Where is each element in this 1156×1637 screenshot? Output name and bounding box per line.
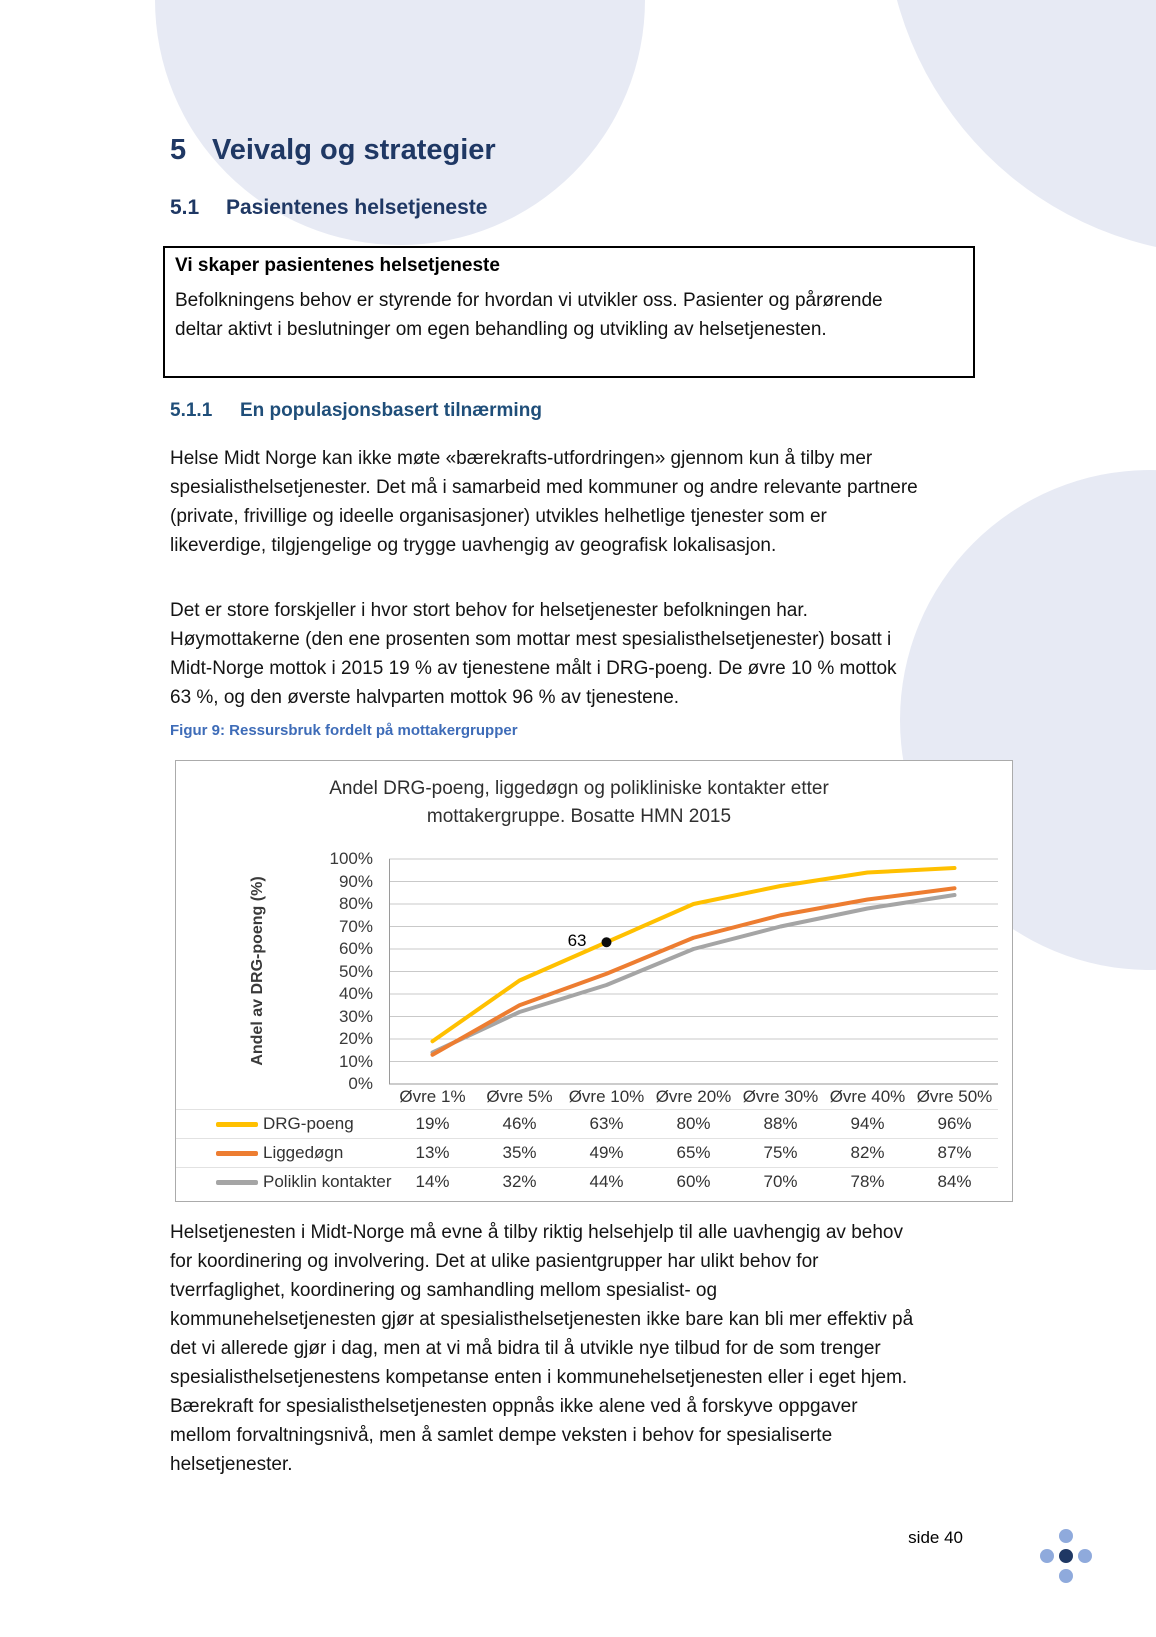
- table-value: 65%: [650, 1138, 737, 1167]
- subsection-title: Pasientenes helsetjeneste: [226, 196, 488, 219]
- legend-label: Poliklin kontakter: [263, 1172, 392, 1191]
- callout-box: [163, 246, 975, 378]
- paragraph: Helsetjenesten i Midt-Norge må evne å tilby riktig helsehjelp til alle uavhengig av behov for koordinering og involvering. Det at ulike pasientgrupper har ulikt behov for tverrfaglighet, koordinering og samhandling mellom spesialist- og kommunehelsetjenesten gjør at spesialisthelsetjenesten ikke bare kan bli mer effektiv på det vi allerede gjør i dag, men at vi må bidra til å utvikle nye tilbud for de som trenger spesialisthelsetjenestens kompetanse enten i kommunehelsetjenesten eller i eget hjem. Bærekraft for spesialisthelsetjenesten oppnås ikke alene ved å forskyve oppgaver mellom forvaltningsnivå, men å samlet dempe veksten i behov for spesialiserte helsetjenester.: [170, 1222, 914, 1475]
- table-value: 80%: [650, 1109, 737, 1138]
- subsubsection-number: 5.1.1: [170, 400, 213, 421]
- table-value: 96%: [911, 1109, 998, 1138]
- legend-row-header: [176, 1109, 389, 1138]
- data-point-label: 63: [567, 931, 587, 951]
- table-value: 60%: [650, 1167, 737, 1196]
- x-axis-label: Øvre 5%: [486, 1087, 553, 1106]
- legend-line-swatch: [216, 1180, 258, 1185]
- subsubsection-heading: [170, 400, 542, 422]
- table-value: 75%: [737, 1138, 824, 1167]
- logo-dot-center: [1059, 1549, 1073, 1563]
- callout-title: Vi skaper pasientenes helsetjeneste: [175, 255, 500, 276]
- table-value: 13%: [389, 1138, 476, 1167]
- y-tick-label: 60%: [338, 939, 373, 958]
- series-line: [433, 895, 955, 1053]
- table-value: 88%: [737, 1109, 824, 1138]
- legend-line-swatch: [216, 1151, 258, 1156]
- subsection-number: 5.1: [170, 196, 200, 219]
- y-tick-label: 20%: [338, 1029, 373, 1048]
- y-tick-label: 40%: [338, 984, 373, 1003]
- table-value: 44%: [563, 1167, 650, 1196]
- logo-dot-top: [1059, 1529, 1073, 1543]
- y-tick-label: 100%: [329, 849, 373, 868]
- y-tick-label: 10%: [338, 1051, 373, 1071]
- legend-label: DRG-poeng: [263, 1114, 354, 1133]
- table-value: 94%: [824, 1109, 911, 1138]
- y-tick-label: 90%: [338, 871, 373, 891]
- table-value: 78%: [824, 1167, 911, 1196]
- table-value: 46%: [476, 1109, 563, 1138]
- plot-area-svg: [389, 859, 998, 1084]
- y-tick-label: 70%: [338, 916, 373, 936]
- subsection-heading: [170, 196, 487, 220]
- table-value: 82%: [824, 1138, 911, 1167]
- y-tick-label: 50%: [338, 961, 373, 981]
- page-number-label: side 40: [908, 1528, 963, 1547]
- section-title: Veivalg og strategier: [212, 134, 496, 166]
- legend-label: Liggedøgn: [263, 1143, 344, 1162]
- logo-dot-right: [1078, 1549, 1092, 1563]
- legend-line-swatch: [216, 1122, 258, 1127]
- table-value: 63%: [563, 1109, 650, 1138]
- table-corner-cell: [176, 1085, 389, 1109]
- table-value: 35%: [476, 1138, 563, 1167]
- legend-row-header: [176, 1138, 389, 1167]
- subsubsection-title: En populasjonsbasert tilnærming: [240, 400, 542, 421]
- y-tick-label: 80%: [338, 894, 373, 913]
- section-heading: [170, 134, 496, 167]
- figure-caption: Figur 9: Ressursbruk fordelt på mottakergrupper: [170, 722, 518, 739]
- annotation-marker-dot: [602, 937, 612, 947]
- paragraph: Det er store forskjeller i hvor stort behov for helsetjenester befolkningen har. Høymottakerne (den ene prosenten som mottar mest spesialisthelsetjenester) bosatt i Midt-Norge mottok i 2015 19 % av tjenestene målt i DRG-poeng. De øvre 10 % mottok 63 %, og den øverste halvparten mottok 96 % av tjenestene.: [170, 600, 897, 708]
- y-tick-label: 30%: [338, 1006, 373, 1026]
- helse-midt-norge-logo: [1040, 1529, 1092, 1583]
- paragraph: Helse Midt Norge kan ikke møte «bærekrafts-utfordringen» gjennom kun å tilby mer spesialisthelsetjenester. Det må i samarbeid med kommuner og andre relevante partnere (private, frivillige og ideelle organisasjoner) utvikles helhetlige tjenester som er likeverdige, tilgjengelige og trygge uavhengig av geografisk lokalisasjon.: [170, 448, 918, 556]
- x-axis-label: Øvre 10%: [568, 1087, 645, 1106]
- table-value: 19%: [389, 1109, 476, 1138]
- table-value: 49%: [563, 1138, 650, 1167]
- x-axis-label: Øvre 30%: [742, 1087, 819, 1106]
- table-value: 70%: [737, 1167, 824, 1196]
- logo-dot-left: [1040, 1549, 1054, 1563]
- x-axis-label: Øvre 20%: [655, 1087, 732, 1106]
- y-tick-label: 0%: [348, 1074, 373, 1093]
- table-value: 84%: [911, 1167, 998, 1196]
- section-number: 5: [170, 134, 187, 166]
- x-axis-label: Øvre 1%: [399, 1087, 466, 1106]
- chart-data-table: [176, 1085, 998, 1196]
- figure-9-chart: [175, 760, 1013, 1202]
- x-axis-label: Øvre 40%: [829, 1087, 906, 1106]
- logo-dot-bottom: [1059, 1569, 1073, 1583]
- table-value: 32%: [476, 1167, 563, 1196]
- x-axis-label: Øvre 50%: [916, 1087, 993, 1106]
- legend-row-header: [176, 1167, 392, 1196]
- chart-title: Andel DRG-poeng, liggedøgn og polikliniske kontakter etter mottakergruppe. Bosatte HMN 2015: [329, 778, 829, 827]
- table-value: 87%: [911, 1138, 998, 1167]
- callout-body: Befolkningens behov er styrende for hvordan vi utvikler oss. Pasienter og pårørende deltar aktivt i beslutninger om egen behandling og utvikling av helsetjenesten.: [175, 290, 883, 340]
- y-axis-title: Andel av DRG-poeng (%): [249, 876, 266, 1066]
- table-value: 14%: [389, 1167, 476, 1196]
